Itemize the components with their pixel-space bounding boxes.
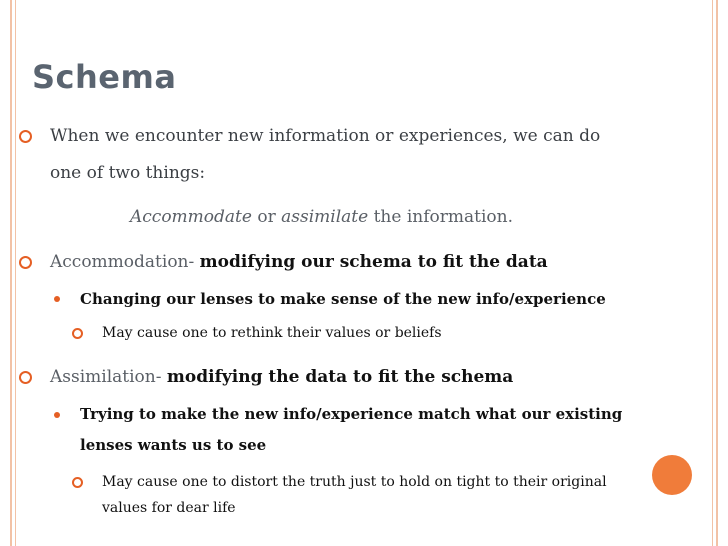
bullet-3-subsub-line-1: May cause one to distort the truth just to hold on tight to their original [102, 474, 607, 490]
the-information-text: the information. [368, 207, 513, 227]
sub-sub-bullet-circle-icon [72, 328, 83, 339]
bullet-circle-icon [19, 371, 32, 384]
accommodation-definition: modifying our schema to fit the data [199, 252, 548, 272]
bullet-2-line [50, 252, 548, 272]
sub-sub-bullet-circle-icon [72, 477, 83, 488]
accommodation-term: Accommodation- [50, 252, 200, 272]
accommodate-word: Accommodate [130, 207, 252, 227]
assimilate-word: assimilate [281, 207, 369, 227]
assimilation-definition: modifying the data to fit the schema [166, 367, 514, 387]
slide-title: Schema [32, 58, 177, 96]
bullet-3-subsub-line-2: values for dear life [102, 500, 236, 516]
bullet-3-line [50, 367, 513, 387]
assimilation-term: Assimilation- [50, 367, 167, 387]
bullet-2-sub: Changing our lenses to make sense of the new info/experience [80, 290, 606, 308]
bullet-circle-icon [19, 130, 32, 143]
sub-bullet-disc-icon [54, 296, 60, 302]
bullet-1-line-2: one of two things: [50, 163, 206, 183]
bullet-3-sub-line-1: Trying to make the new info/experience match what our existing [80, 405, 623, 423]
bullet-2-subsub: May cause one to rethink their values or beliefs [102, 325, 442, 341]
bullet-1-line-1: When we encounter new information or experiences, we can do [50, 126, 601, 146]
bullet-circle-icon [19, 256, 32, 269]
sub-bullet-disc-icon [54, 412, 60, 418]
decorative-orange-circle [652, 455, 692, 495]
bullet-3-sub-line-2: lenses wants us to see [80, 436, 267, 454]
bullet-1-centered-line [130, 207, 513, 227]
or-word: or [251, 207, 282, 227]
